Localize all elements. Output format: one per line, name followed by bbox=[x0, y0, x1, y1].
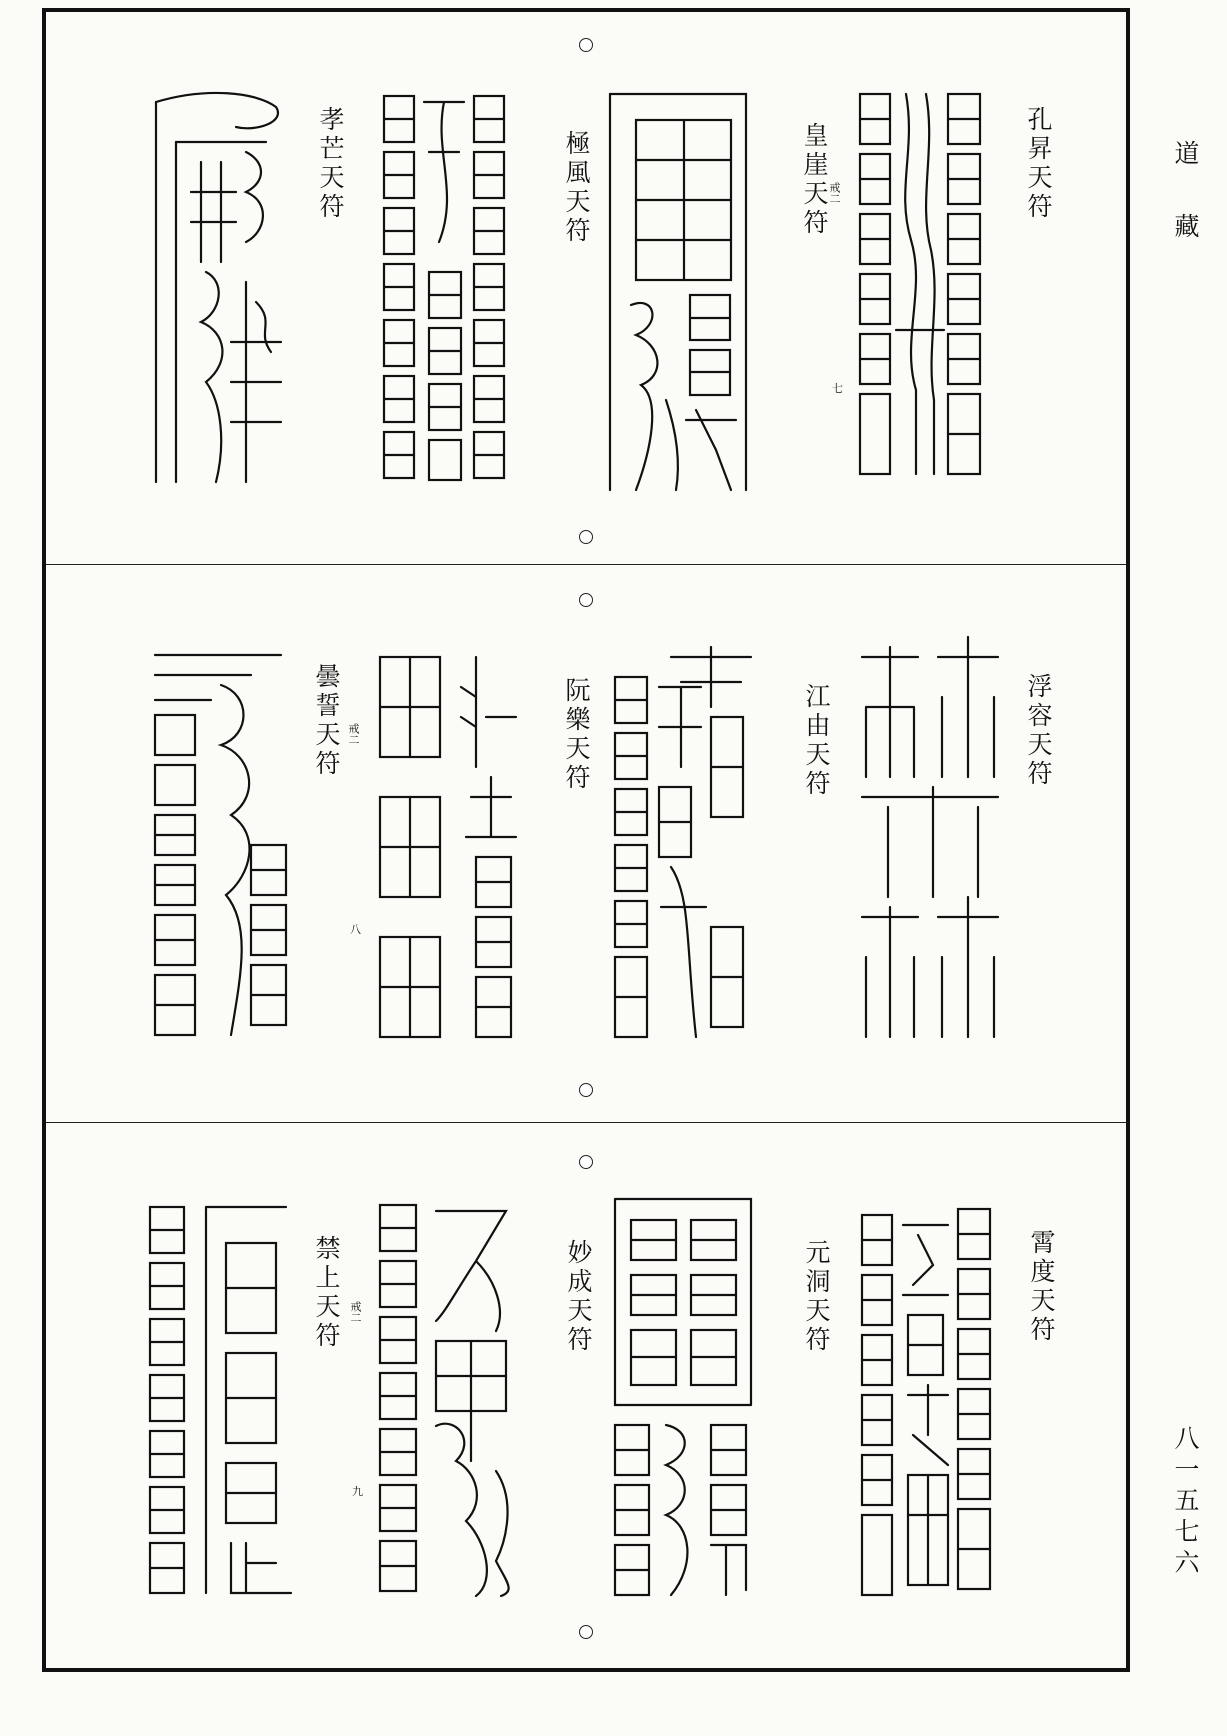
talisman-title: 極風天符 bbox=[562, 130, 591, 246]
panel-1 bbox=[46, 12, 1126, 565]
talisman-title: 元洞天符 bbox=[802, 1239, 831, 1355]
talisman-glyph bbox=[606, 90, 756, 500]
talisman-note: 戒二 bbox=[828, 182, 841, 204]
talisman-glyph bbox=[376, 647, 536, 1042]
talisman-glyph bbox=[611, 1195, 761, 1600]
talisman-title: 曇誓天符 bbox=[312, 663, 341, 779]
talisman-glyph bbox=[146, 1203, 296, 1603]
talisman-glyph bbox=[856, 90, 1006, 490]
talisman-note: 戒二 bbox=[349, 1301, 362, 1323]
talisman-note: 戒二 bbox=[347, 723, 360, 745]
talisman-title: 阮樂天符 bbox=[562, 677, 591, 793]
page-frame bbox=[42, 8, 1130, 1672]
talisman-title: 江由天符 bbox=[802, 683, 831, 799]
binding-hole bbox=[579, 593, 593, 607]
talisman-glyph bbox=[858, 1205, 1008, 1600]
panel-3 bbox=[46, 1123, 1126, 1668]
panel-2 bbox=[46, 565, 1126, 1123]
talisman-glyph bbox=[374, 92, 534, 492]
page-number: 八一五七六 bbox=[1171, 1425, 1200, 1580]
binding-hole bbox=[579, 530, 593, 544]
binding-hole bbox=[579, 1083, 593, 1097]
talisman-glyph bbox=[376, 1201, 536, 1601]
talisman-glyph bbox=[611, 647, 761, 1042]
binding-hole bbox=[579, 38, 593, 52]
talisman-title: 皇崖天符 bbox=[800, 122, 829, 238]
talisman-title: 禁上天符 bbox=[312, 1235, 341, 1351]
talisman-glyph bbox=[858, 637, 1008, 1037]
binding-hole bbox=[579, 1625, 593, 1639]
margin-header: 道藏 bbox=[1171, 140, 1200, 286]
talisman-glyph bbox=[146, 82, 296, 492]
talisman-title: 浮容天符 bbox=[1024, 673, 1053, 789]
talisman-title: 霄度天符 bbox=[1027, 1229, 1056, 1345]
section-mark: 九 bbox=[352, 1485, 363, 1498]
section-mark: 八 bbox=[350, 923, 361, 936]
binding-hole bbox=[579, 1155, 593, 1169]
talisman-glyph bbox=[151, 645, 301, 1045]
talisman-title: 孔昇天符 bbox=[1024, 106, 1053, 222]
talisman-title: 孝芒天符 bbox=[316, 106, 345, 222]
talisman-title: 妙成天符 bbox=[564, 1239, 593, 1355]
section-mark: 七 bbox=[832, 382, 843, 395]
